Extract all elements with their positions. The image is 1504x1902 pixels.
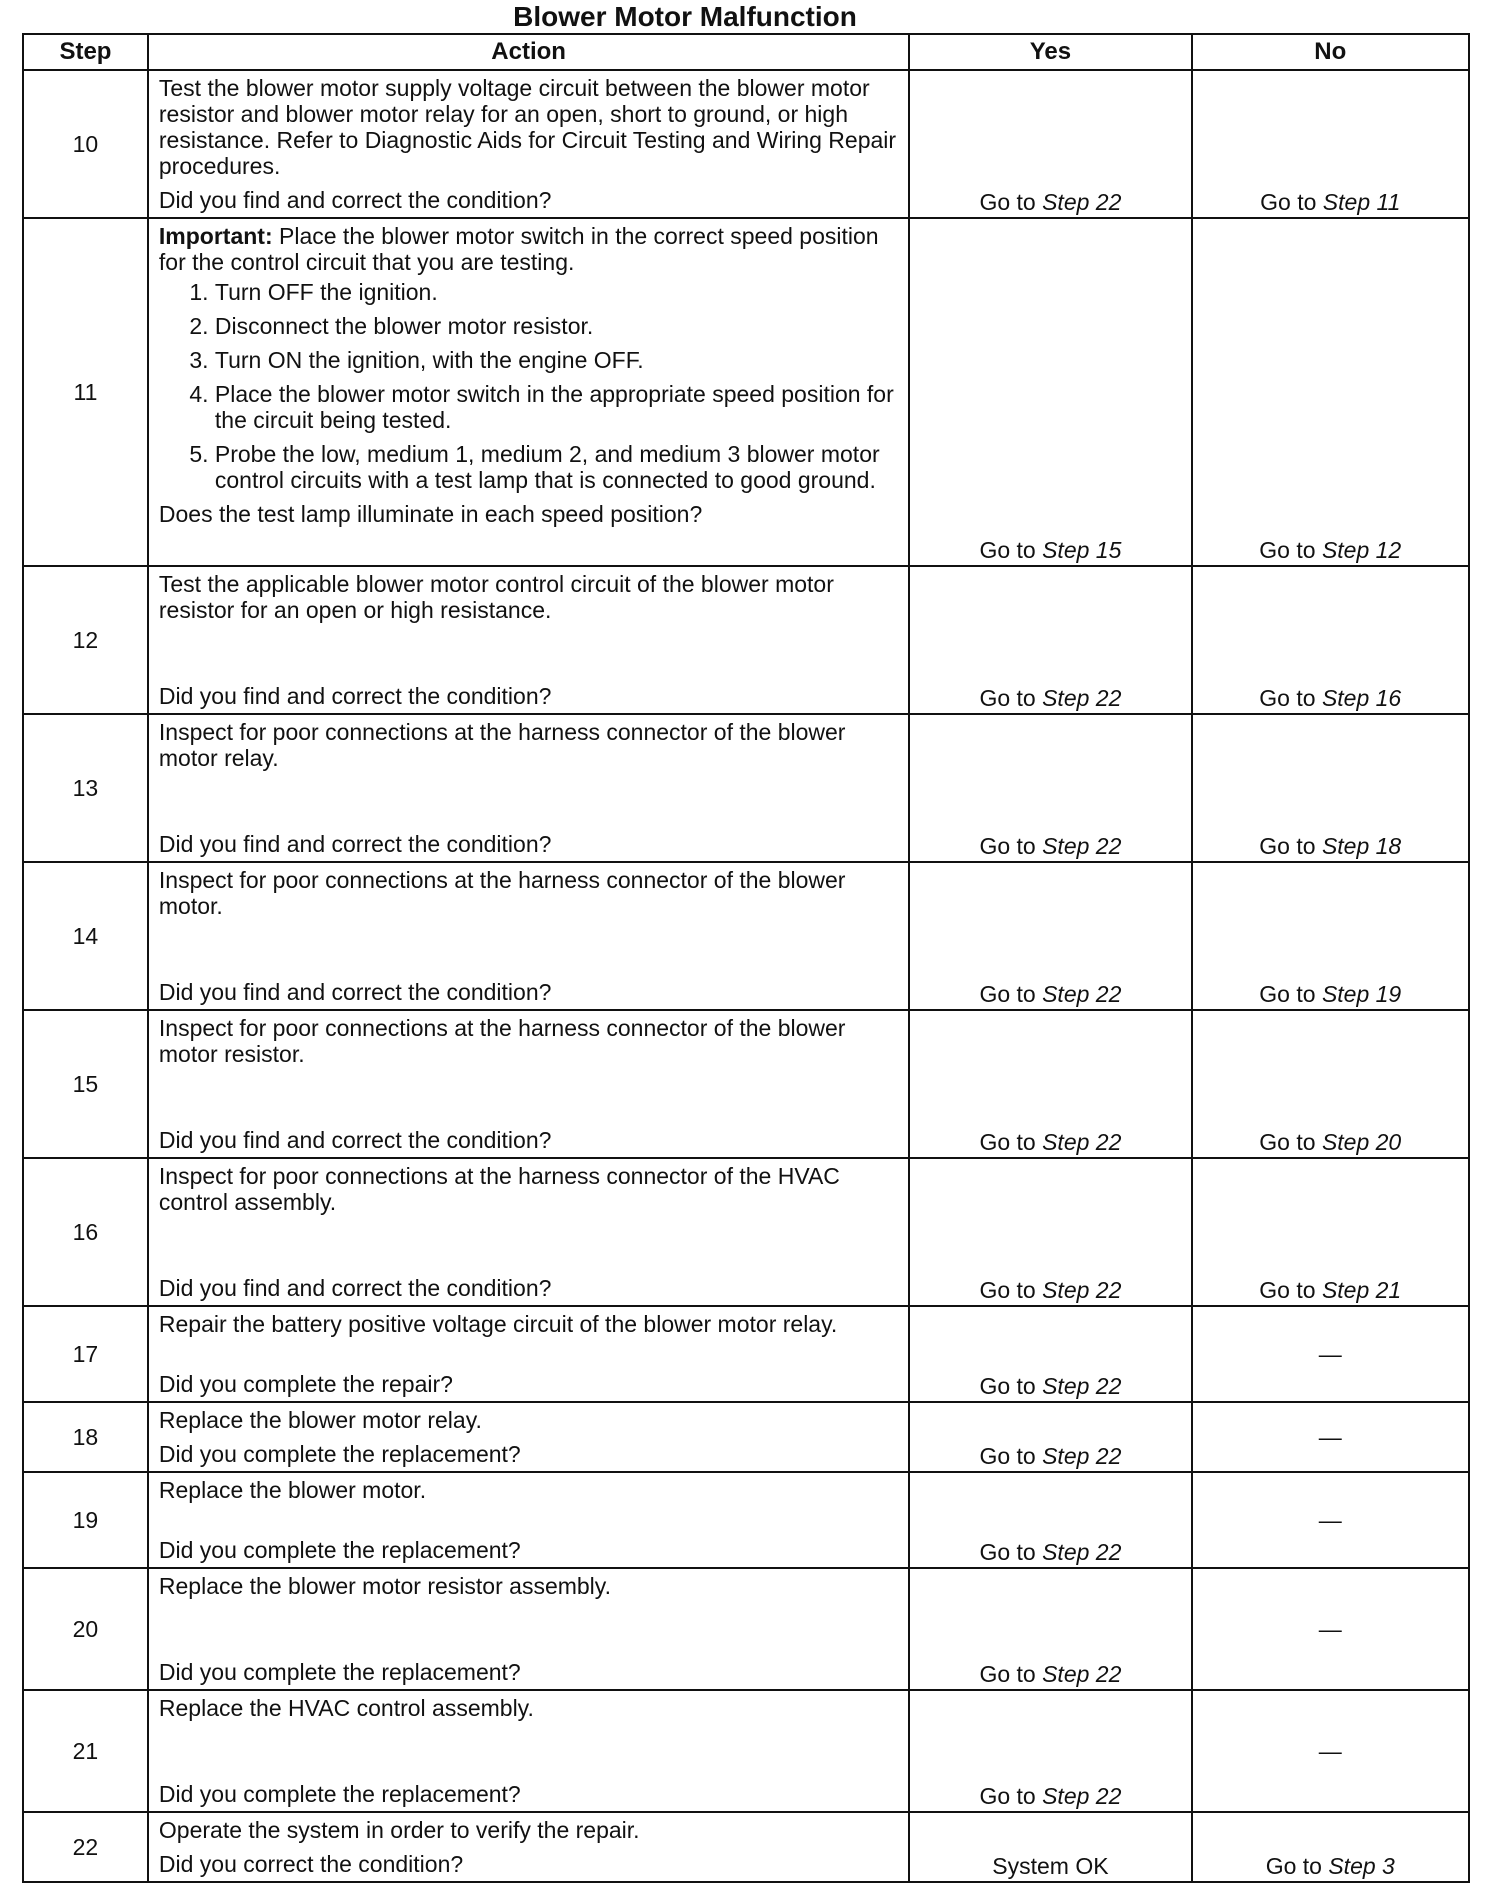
no-dash: — xyxy=(1318,1738,1342,1764)
yes-cell xyxy=(909,1010,1191,1158)
action-question: Did you complete the replacement? xyxy=(158,1781,521,1808)
action-cell xyxy=(148,1306,909,1402)
yes-cell xyxy=(909,70,1191,218)
yes-cell xyxy=(909,714,1191,862)
yes-prefix: Go to xyxy=(979,1443,1036,1470)
yes-prefix: Go to xyxy=(979,189,1036,216)
no-prefix: Go to xyxy=(1260,189,1317,216)
no-prefix: Go to xyxy=(1259,833,1316,860)
yes-prefix: Go to xyxy=(979,537,1036,564)
no-dash: — xyxy=(1318,1507,1342,1533)
action-cell xyxy=(148,218,909,566)
no-dash: — xyxy=(1318,1341,1342,1367)
action-question: Did you correct the condition? xyxy=(158,1851,464,1878)
action-cell xyxy=(148,1402,909,1472)
action-cell xyxy=(148,714,909,862)
action-text: Repair the battery positive voltage circuit of the blower motor relay. xyxy=(158,1311,838,1337)
action-text: Replace the HVAC control assembly. xyxy=(158,1695,534,1721)
yes-step-ref: Step 22 xyxy=(1042,833,1122,860)
yes-cell xyxy=(909,1690,1191,1812)
yes-step-ref: Step 15 xyxy=(1042,537,1122,564)
yes-step-ref: Step 22 xyxy=(1042,1373,1122,1400)
no-step-ref: Step 20 xyxy=(1321,1129,1402,1156)
header-step: Step xyxy=(23,34,148,70)
header-row xyxy=(23,34,1469,70)
step-number: 11 xyxy=(23,218,148,566)
action-cell xyxy=(148,1812,909,1882)
yes-cell xyxy=(909,1306,1191,1402)
yes-prefix: Go to xyxy=(979,1783,1036,1810)
important-label: Important: xyxy=(158,223,273,249)
no-cell xyxy=(1192,1568,1469,1690)
action-question: Did you complete the replacement? xyxy=(158,1441,521,1468)
table-row xyxy=(23,1812,1469,1882)
step-number: 13 xyxy=(23,714,148,862)
no-step-ref: Step 16 xyxy=(1321,685,1402,712)
action-question: Did you complete the replacement? xyxy=(158,1537,521,1564)
no-cell xyxy=(1192,1812,1469,1882)
yes-step-ref: Step 22 xyxy=(1042,1129,1122,1156)
yes-step-ref: Step 22 xyxy=(1042,981,1122,1008)
yes-step-ref: Step 22 xyxy=(1042,1443,1122,1470)
action-question: Did you find and correct the condition? xyxy=(158,831,552,858)
table-row xyxy=(23,218,1469,566)
substep-list xyxy=(159,279,898,493)
table-row xyxy=(23,1568,1469,1690)
yes-prefix: Go to xyxy=(979,1129,1036,1156)
yes-step-ref: Step 22 xyxy=(1042,189,1122,216)
table-row xyxy=(23,714,1469,862)
no-step-ref: Step 21 xyxy=(1321,1277,1402,1304)
action-cell xyxy=(148,1158,909,1306)
diagnostic-table xyxy=(22,33,1470,1883)
yes-cell xyxy=(909,218,1191,566)
yes-cell xyxy=(909,1568,1191,1690)
no-prefix: Go to xyxy=(1259,981,1316,1008)
yes-prefix: Go to xyxy=(979,833,1036,860)
step-number: 12 xyxy=(23,566,148,714)
table-row xyxy=(23,566,1469,714)
yes-system-ok: System OK xyxy=(992,1853,1109,1880)
no-prefix: Go to xyxy=(1259,685,1316,712)
step-number: 17 xyxy=(23,1306,148,1402)
step-number: 15 xyxy=(23,1010,148,1158)
table-row xyxy=(23,862,1469,1010)
step-number: 10 xyxy=(23,70,148,218)
yes-cell xyxy=(909,566,1191,714)
yes-step-ref: Step 22 xyxy=(1042,1277,1122,1304)
table-row xyxy=(23,1158,1469,1306)
table-row xyxy=(23,1306,1469,1402)
yes-prefix: Go to xyxy=(979,1661,1036,1688)
no-dash: — xyxy=(1318,1616,1342,1642)
yes-cell xyxy=(909,1472,1191,1568)
list-item: 3. Turn ON the ignition, with the engine OFF. xyxy=(215,347,898,373)
action-text: Inspect for poor connections at the harness connector of the blower motor relay. xyxy=(158,719,846,771)
action-question: Did you complete the replacement? xyxy=(158,1659,521,1686)
page-title: Blower Motor Malfunction xyxy=(513,1,857,32)
action-question: Did you complete the repair? xyxy=(158,1371,453,1398)
action-text xyxy=(159,223,898,275)
yes-step-ref: Step 22 xyxy=(1042,1661,1122,1688)
yes-step-ref: Step 22 xyxy=(1042,1539,1122,1566)
action-text: Inspect for poor connections at the harness connector of the blower motor resistor. xyxy=(158,1015,846,1067)
action-question: Did you find and correct the condition? xyxy=(158,187,552,214)
no-cell xyxy=(1192,714,1469,862)
table-row xyxy=(23,1010,1469,1158)
action-text: Operate the system in order to verify the repair. xyxy=(158,1817,640,1843)
no-prefix: Go to xyxy=(1259,1277,1316,1304)
yes-cell xyxy=(909,862,1191,1010)
step-number: 20 xyxy=(23,1568,148,1690)
no-prefix: Go to xyxy=(1259,1129,1316,1156)
action-question: Did you find and correct the condition? xyxy=(158,1127,552,1154)
no-cell xyxy=(1192,1402,1469,1472)
action-cell xyxy=(148,862,909,1010)
no-cell xyxy=(1192,566,1469,714)
action-cell xyxy=(148,566,909,714)
action-question: Did you find and correct the condition? xyxy=(158,683,552,710)
action-question: Does the test lamp illuminate in each speed position? xyxy=(158,500,703,527)
no-prefix: Go to xyxy=(1265,1853,1322,1880)
header-no: No xyxy=(1192,34,1469,70)
yes-prefix: Go to xyxy=(979,1373,1036,1400)
yes-prefix: Go to xyxy=(979,1539,1036,1566)
action-text: Test the blower motor supply voltage circuit between the blower motor resistor and blower motor relay for an open, short to ground, or high resistance. Refer to Diagnostic Aids for Circuit Testing and Wiring Repair procedures. xyxy=(158,75,897,179)
action-question: Did you find and correct the condition? xyxy=(158,1275,552,1302)
step-number: 14 xyxy=(23,862,148,1010)
header-yes: Yes xyxy=(909,34,1191,70)
no-step-ref: Step 12 xyxy=(1321,537,1402,564)
no-cell xyxy=(1192,1472,1469,1568)
no-step-ref: Step 3 xyxy=(1328,1853,1395,1880)
action-text: Replace the blower motor. xyxy=(158,1477,427,1503)
no-dash: — xyxy=(1318,1424,1342,1450)
action-text: Test the applicable blower motor control circuit of the blower motor resistor for an open or high resistance. xyxy=(158,571,834,623)
list-item: 5. Probe the low, medium 1, medium 2, and medium 3 blower motor control circuits with a test lamp that is connected to good ground. xyxy=(215,441,898,493)
action-question: Did you find and correct the condition? xyxy=(158,979,552,1006)
no-cell xyxy=(1192,1158,1469,1306)
yes-prefix: Go to xyxy=(979,1277,1036,1304)
no-cell xyxy=(1192,1306,1469,1402)
important-text: Place the blower motor switch in the correct speed position for the control circuit that you are testing. xyxy=(158,223,879,275)
yes-step-ref: Step 22 xyxy=(1042,1783,1122,1810)
no-step-ref: Step 11 xyxy=(1322,189,1401,216)
step-number: 21 xyxy=(23,1690,148,1812)
yes-step-ref: Step 22 xyxy=(1042,685,1122,712)
no-step-ref: Step 18 xyxy=(1321,833,1402,860)
table-row xyxy=(23,1690,1469,1812)
header-action: Action xyxy=(148,34,909,70)
step-number: 22 xyxy=(23,1812,148,1882)
table-row xyxy=(23,1402,1469,1472)
yes-prefix: Go to xyxy=(979,685,1036,712)
action-cell xyxy=(148,70,909,218)
yes-prefix: Go to xyxy=(979,981,1036,1008)
no-cell xyxy=(1192,70,1469,218)
no-cell xyxy=(1192,1690,1469,1812)
step-number: 18 xyxy=(23,1402,148,1472)
yes-cell xyxy=(909,1402,1191,1472)
table-row xyxy=(23,1472,1469,1568)
action-text: Replace the blower motor resistor assembly. xyxy=(158,1573,611,1599)
list-item: 4. Place the blower motor switch in the appropriate speed position for the circuit being tested. xyxy=(215,381,898,433)
no-cell xyxy=(1192,218,1469,566)
yes-cell xyxy=(909,1812,1191,1882)
step-number: 16 xyxy=(23,1158,148,1306)
action-text: Inspect for poor connections at the harness connector of the HVAC control assembly. xyxy=(158,1163,840,1215)
action-cell xyxy=(148,1010,909,1158)
no-prefix: Go to xyxy=(1259,537,1316,564)
list-item: 1. Turn OFF the ignition. xyxy=(215,279,898,305)
action-cell xyxy=(148,1472,909,1568)
action-text: Inspect for poor connections at the harness connector of the blower motor. xyxy=(158,867,846,919)
action-cell xyxy=(148,1690,909,1812)
action-text: Replace the blower motor relay. xyxy=(158,1407,482,1433)
table-row xyxy=(23,70,1469,218)
no-step-ref: Step 19 xyxy=(1321,981,1402,1008)
step-number: 19 xyxy=(23,1472,148,1568)
list-item: 2. Disconnect the blower motor resistor. xyxy=(215,313,898,339)
yes-cell xyxy=(909,1158,1191,1306)
action-cell xyxy=(148,1568,909,1690)
no-cell xyxy=(1192,862,1469,1010)
no-cell xyxy=(1192,1010,1469,1158)
